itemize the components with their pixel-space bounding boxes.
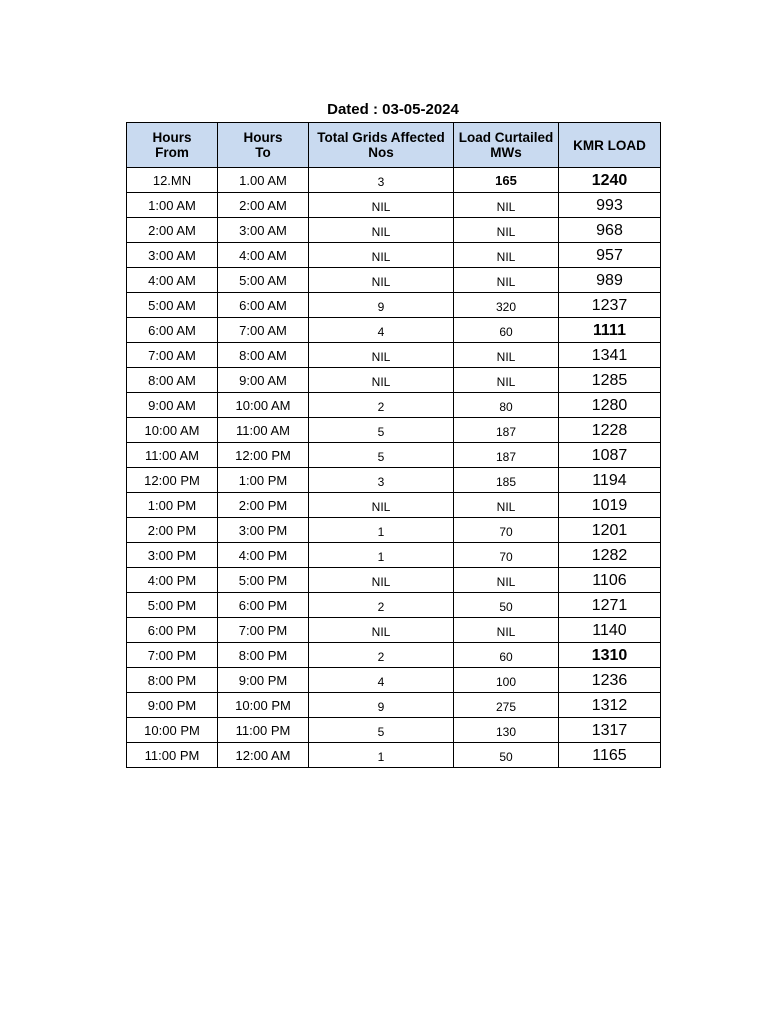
table-body <box>127 168 661 768</box>
table-row <box>127 493 661 518</box>
document-title: Dated : 03-05-2024 <box>327 101 459 118</box>
table-row <box>127 693 661 718</box>
cell-total-grids: 9 <box>309 693 454 718</box>
cell-hours-to: 3:00 AM <box>218 218 309 243</box>
table-row <box>127 293 661 318</box>
cell-hours-from: 12.MN <box>127 168 218 193</box>
cell-total-grids: 4 <box>309 668 454 693</box>
cell-total-grids: 5 <box>309 443 454 468</box>
cell-total-grids: 2 <box>309 643 454 668</box>
cell-load-curtailed: 320 <box>454 293 559 318</box>
table-row <box>127 243 661 268</box>
table-row <box>127 593 661 618</box>
header-hours-from-line2: From <box>155 145 189 160</box>
cell-hours-from: 5:00 AM <box>127 293 218 318</box>
cell-kmr-load: 989 <box>559 268 661 293</box>
cell-hours-to: 6:00 PM <box>218 593 309 618</box>
cell-hours-from: 6:00 PM <box>127 618 218 643</box>
cell-hours-to: 1:00 PM <box>218 468 309 493</box>
cell-kmr-load: 1285 <box>559 368 661 393</box>
cell-load-curtailed: 70 <box>454 543 559 568</box>
cell-total-grids: NIL <box>309 218 454 243</box>
header-hours-to-line1: Hours <box>243 130 283 145</box>
cell-load-curtailed: NIL <box>454 368 559 393</box>
cell-hours-from: 7:00 PM <box>127 643 218 668</box>
cell-load-curtailed: 275 <box>454 693 559 718</box>
cell-kmr-load: 1236 <box>559 668 661 693</box>
cell-kmr-load: 1310 <box>559 643 661 668</box>
table-row <box>127 743 661 768</box>
cell-kmr-load: 1341 <box>559 343 661 368</box>
cell-kmr-load: 1271 <box>559 593 661 618</box>
cell-kmr-load: 1237 <box>559 293 661 318</box>
cell-total-grids: 1 <box>309 518 454 543</box>
header-load-curtailed-line2: MWs <box>490 145 522 160</box>
cell-kmr-load: 1165 <box>559 743 661 768</box>
cell-load-curtailed: NIL <box>454 193 559 218</box>
cell-load-curtailed: NIL <box>454 268 559 293</box>
cell-total-grids: 9 <box>309 293 454 318</box>
cell-load-curtailed: NIL <box>454 493 559 518</box>
cell-total-grids: 4 <box>309 318 454 343</box>
table-row <box>127 343 661 368</box>
table-row <box>127 193 661 218</box>
cell-hours-to: 1.00 AM <box>218 168 309 193</box>
cell-hours-to: 5:00 PM <box>218 568 309 593</box>
cell-load-curtailed: 50 <box>454 743 559 768</box>
cell-hours-from: 6:00 AM <box>127 318 218 343</box>
header-load-curtailed <box>454 123 559 168</box>
cell-hours-to: 5:00 AM <box>218 268 309 293</box>
cell-hours-to: 12:00 PM <box>218 443 309 468</box>
cell-kmr-load: 1111 <box>559 318 661 343</box>
header-total-grids-line2: Nos <box>368 145 394 160</box>
cell-hours-to: 7:00 PM <box>218 618 309 643</box>
cell-hours-to: 2:00 PM <box>218 493 309 518</box>
cell-hours-to: 4:00 AM <box>218 243 309 268</box>
cell-kmr-load: 1280 <box>559 393 661 418</box>
cell-hours-from: 1:00 PM <box>127 493 218 518</box>
table-row <box>127 168 661 193</box>
header-hours-to <box>218 123 309 168</box>
cell-load-curtailed: 187 <box>454 418 559 443</box>
table-row <box>127 218 661 243</box>
cell-kmr-load: 993 <box>559 193 661 218</box>
cell-hours-from: 1:00 AM <box>127 193 218 218</box>
cell-kmr-load: 1201 <box>559 518 661 543</box>
table-row <box>127 418 661 443</box>
header-kmr-load: KMR LOAD <box>559 123 661 168</box>
cell-total-grids: NIL <box>309 618 454 643</box>
cell-hours-to: 10:00 AM <box>218 393 309 418</box>
cell-kmr-load: 1087 <box>559 443 661 468</box>
cell-hours-to: 4:00 PM <box>218 543 309 568</box>
cell-load-curtailed: 187 <box>454 443 559 468</box>
cell-load-curtailed: NIL <box>454 243 559 268</box>
table-row <box>127 668 661 693</box>
cell-hours-to: 6:00 AM <box>218 293 309 318</box>
cell-hours-from: 2:00 PM <box>127 518 218 543</box>
cell-kmr-load: 1228 <box>559 418 661 443</box>
load-curtailment-table <box>126 122 661 768</box>
table-row <box>127 368 661 393</box>
table-row <box>127 443 661 468</box>
header-hours-from-line1: Hours <box>152 130 192 145</box>
table-row <box>127 268 661 293</box>
cell-load-curtailed: 100 <box>454 668 559 693</box>
cell-hours-from: 10:00 AM <box>127 418 218 443</box>
cell-hours-from: 3:00 AM <box>127 243 218 268</box>
cell-load-curtailed: NIL <box>454 568 559 593</box>
cell-total-grids: 3 <box>309 468 454 493</box>
table-row <box>127 518 661 543</box>
table-row <box>127 468 661 493</box>
header-hours-from <box>127 123 218 168</box>
cell-hours-to: 11:00 PM <box>218 718 309 743</box>
table-row <box>127 543 661 568</box>
cell-load-curtailed: 70 <box>454 518 559 543</box>
cell-total-grids: 1 <box>309 743 454 768</box>
cell-load-curtailed: 80 <box>454 393 559 418</box>
cell-total-grids: NIL <box>309 493 454 518</box>
cell-load-curtailed: 130 <box>454 718 559 743</box>
cell-total-grids: 5 <box>309 718 454 743</box>
cell-hours-from: 8:00 AM <box>127 368 218 393</box>
cell-hours-from: 11:00 AM <box>127 443 218 468</box>
cell-total-grids: NIL <box>309 343 454 368</box>
cell-load-curtailed: 185 <box>454 468 559 493</box>
table-row <box>127 568 661 593</box>
cell-hours-from: 11:00 PM <box>127 743 218 768</box>
cell-total-grids: 3 <box>309 168 454 193</box>
table-row <box>127 718 661 743</box>
cell-kmr-load: 968 <box>559 218 661 243</box>
cell-kmr-load: 1194 <box>559 468 661 493</box>
table-row <box>127 643 661 668</box>
cell-hours-to: 3:00 PM <box>218 518 309 543</box>
cell-kmr-load: 1312 <box>559 693 661 718</box>
cell-hours-from: 8:00 PM <box>127 668 218 693</box>
header-hours-to-line2: To <box>255 145 271 160</box>
cell-total-grids: 1 <box>309 543 454 568</box>
cell-hours-to: 2:00 AM <box>218 193 309 218</box>
cell-total-grids: NIL <box>309 268 454 293</box>
cell-hours-from: 7:00 AM <box>127 343 218 368</box>
cell-kmr-load: 1240 <box>559 168 661 193</box>
cell-load-curtailed: 165 <box>454 168 559 193</box>
cell-total-grids: 5 <box>309 418 454 443</box>
cell-kmr-load: 1019 <box>559 493 661 518</box>
cell-hours-to: 8:00 AM <box>218 343 309 368</box>
table-row <box>127 618 661 643</box>
cell-load-curtailed: NIL <box>454 343 559 368</box>
cell-total-grids: 2 <box>309 593 454 618</box>
table-row <box>127 318 661 343</box>
cell-hours-from: 9:00 AM <box>127 393 218 418</box>
table-header-row <box>127 123 661 168</box>
header-total-grids <box>309 123 454 168</box>
cell-hours-from: 4:00 PM <box>127 568 218 593</box>
header-load-curtailed-line1: Load Curtailed <box>458 130 554 145</box>
cell-hours-to: 8:00 PM <box>218 643 309 668</box>
cell-hours-from: 2:00 AM <box>127 218 218 243</box>
cell-hours-from: 4:00 AM <box>127 268 218 293</box>
cell-total-grids: NIL <box>309 568 454 593</box>
cell-hours-from: 3:00 PM <box>127 543 218 568</box>
cell-kmr-load: 1106 <box>559 568 661 593</box>
cell-total-grids: NIL <box>309 243 454 268</box>
cell-hours-from: 5:00 PM <box>127 593 218 618</box>
cell-load-curtailed: NIL <box>454 218 559 243</box>
cell-hours-to: 9:00 PM <box>218 668 309 693</box>
cell-kmr-load: 1140 <box>559 618 661 643</box>
cell-total-grids: NIL <box>309 368 454 393</box>
cell-kmr-load: 957 <box>559 243 661 268</box>
table-row <box>127 393 661 418</box>
cell-hours-to: 12:00 AM <box>218 743 309 768</box>
cell-kmr-load: 1282 <box>559 543 661 568</box>
cell-load-curtailed: 60 <box>454 318 559 343</box>
cell-hours-from: 9:00 PM <box>127 693 218 718</box>
cell-load-curtailed: 50 <box>454 593 559 618</box>
cell-hours-to: 9:00 AM <box>218 368 309 393</box>
cell-hours-from: 12:00 PM <box>127 468 218 493</box>
cell-load-curtailed: 60 <box>454 643 559 668</box>
cell-hours-from: 10:00 PM <box>127 718 218 743</box>
cell-hours-to: 11:00 AM <box>218 418 309 443</box>
cell-total-grids: 2 <box>309 393 454 418</box>
cell-hours-to: 7:00 AM <box>218 318 309 343</box>
cell-hours-to: 10:00 PM <box>218 693 309 718</box>
cell-kmr-load: 1317 <box>559 718 661 743</box>
header-total-grids-line1: Total Grids Affected <box>317 130 445 145</box>
cell-load-curtailed: NIL <box>454 618 559 643</box>
cell-total-grids: NIL <box>309 193 454 218</box>
